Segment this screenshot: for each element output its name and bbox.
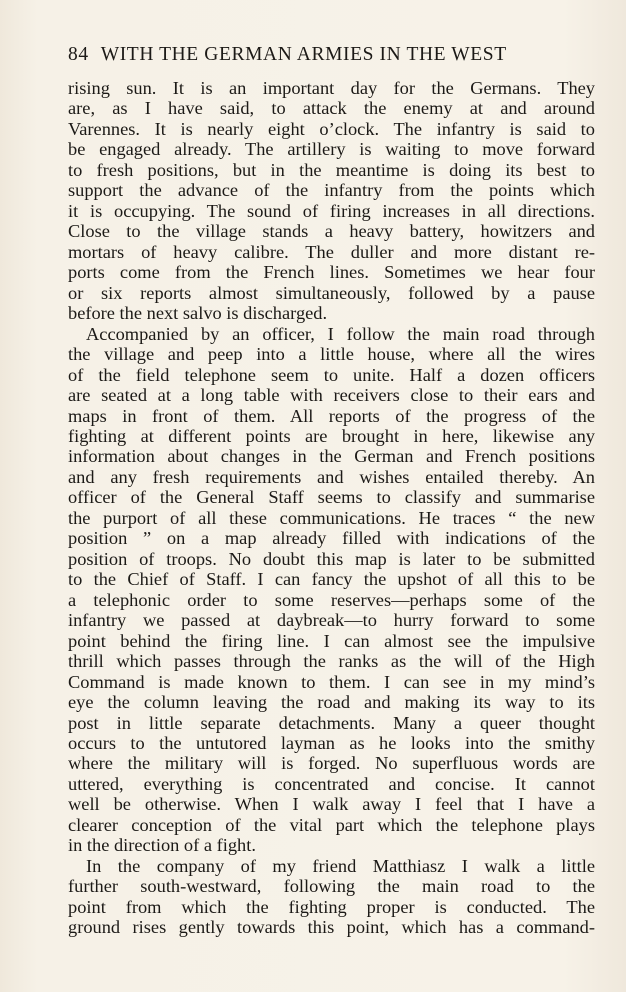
text-line: the purport of all these communications. He traces “ the new bbox=[68, 507, 595, 528]
text-line: clearer conception of the vital part which the telephone plays bbox=[68, 814, 595, 835]
text-line: uttered, everything is concentrated and concise. It cannot bbox=[68, 773, 595, 794]
text-line: point behind the firing line. I can almost see the impulsive bbox=[68, 630, 595, 651]
text-line: to fresh positions, but in the meantime is doing its best to bbox=[68, 159, 595, 180]
text-line: Command is made known to them. I can see in my mind’s bbox=[68, 671, 595, 692]
text-line: thrill which passes through the ranks as the will of the High bbox=[68, 651, 595, 672]
text-line: position ” on a map already filled with indications of the bbox=[68, 528, 595, 549]
text-line: of the field telephone seem to unite. Half a dozen officers bbox=[68, 364, 595, 385]
text-line: the village and peep into a little house, where all the wires bbox=[68, 344, 595, 365]
text-line: fighting at different points are brought in here, likewise any bbox=[68, 425, 595, 446]
text-line: point from which the fighting proper is conducted. The bbox=[68, 896, 595, 917]
text-line: In the company of my friend Matthiasz I walk a little bbox=[86, 855, 595, 876]
text-line: post in little separate detachments. Many a queer thought bbox=[68, 712, 595, 733]
text-line: in the direction of a fight. bbox=[68, 835, 256, 856]
text-line: Accompanied by an officer, I follow the main road through bbox=[86, 323, 595, 344]
text-line: ground rises gently towards this point, which has a command- bbox=[68, 917, 595, 938]
body-text bbox=[68, 78, 595, 938]
text-line: it is occupying. The sound of firing increases in all directions. bbox=[68, 200, 595, 221]
text-line: mortars of heavy calibre. The duller and more distant re- bbox=[68, 241, 595, 262]
text-line: are seated at a long table with receivers close to their ears and bbox=[68, 385, 595, 406]
text-line: occurs to the untutored layman as he looks into the smithy bbox=[68, 733, 595, 753]
text-line: and any fresh requirements and wishes entailed thereby. An bbox=[68, 466, 595, 487]
text-line: are, as I have said, to attack the enemy at and around bbox=[68, 98, 595, 119]
text-line: be engaged already. The artillery is waiting to move forward bbox=[68, 139, 595, 160]
running-title: WITH THE GERMAN ARMIES IN THE WEST bbox=[100, 44, 507, 65]
page-number: 84 bbox=[68, 44, 89, 65]
text-line: position of troops. No doubt this map is later to be submitted bbox=[68, 548, 595, 569]
text-line: ports come from the French lines. Sometimes we hear four bbox=[68, 262, 595, 283]
text-line: infantry we passed at daybreak—to hurry forward to some bbox=[68, 610, 595, 631]
text-line: eye the column leaving the road and making its way to its bbox=[68, 692, 595, 713]
text-line: Close to the village stands a heavy battery, howitzers and bbox=[68, 221, 595, 242]
text-line: or six reports almost simultaneously, followed by a pause bbox=[68, 282, 595, 303]
running-header bbox=[68, 44, 568, 66]
text-line: further south-westward, following the main road to the bbox=[68, 876, 595, 897]
text-line: before the next salvo is discharged. bbox=[68, 303, 328, 324]
text-line: maps in front of them. All reports of the progress of the bbox=[68, 405, 595, 426]
text-line: information about changes in the German and French positions bbox=[68, 446, 595, 467]
text-line: rising sun. It is an important day for the Germans. They bbox=[68, 78, 595, 98]
text-line: Varennes. It is nearly eight o’clock. The infantry is said to bbox=[68, 118, 595, 139]
text-line: to the Chief of Staff. I can fancy the upshot of all this to be bbox=[68, 569, 595, 590]
text-line: support the advance of the infantry from the points which bbox=[68, 180, 595, 201]
text-line: officer of the General Staff seems to classify and summarise bbox=[68, 487, 595, 508]
text-line: where the military will is forged. No superfluous words are bbox=[68, 753, 595, 774]
text-line: well be otherwise. When I walk away I feel that I have a bbox=[68, 794, 595, 815]
text-line: a telephonic order to some reserves—perhaps some of the bbox=[68, 589, 595, 610]
